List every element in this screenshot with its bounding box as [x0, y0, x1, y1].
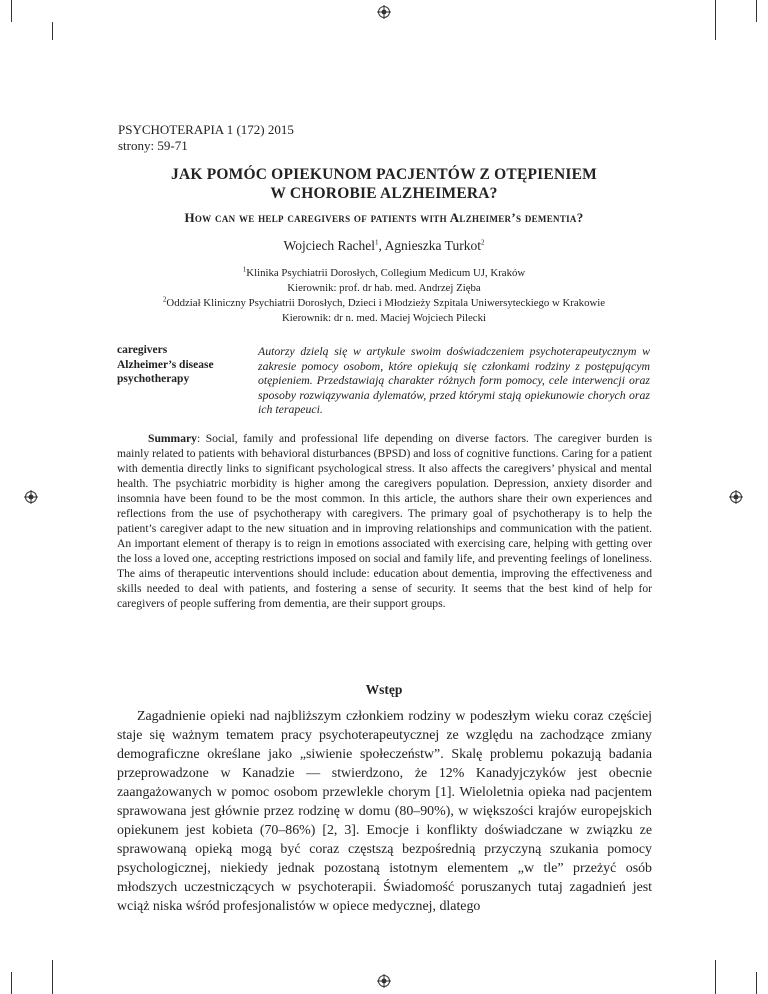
crop-mark-bottom-right-v2 — [756, 972, 757, 994]
body-paragraph: Zagadnienie opieki nad najbliższym członkiem rodziny w podeszłym wieku coraz częściej staje się ważnym tematem pracy psychoterapeutycznej ze względu na zachodzące zmiany demograficzne określane jako „siwienie społeczeństw”. Skalę problemu pokazują badania przeprowadzone w Kanadzie — stwierdzono, że 12% Kanadyjczyków jest obecnie zaangażowanych w pomoc osobom przewlekle chorym [1]. Wieloletnia opieka nad pacjentem sprawowana jest głównie przez rodzinę w domu (80–90%), w większości krajów europejskich opiekunem jest kobieta (70–86%) [2, 3]. Emocje i konflikty doświadczane w związku ze sprawowaną opieką mogą być coraz częstszą bezpośrednią przyczyną szukania pomocy psychologicznej, niekiedy jednak pozostaną istotnym elementem „w tle” przeżyć osób młodszych uczestniczących w psychoterapii. Świadomość poruszanych tutaj zagadnień jest wciąż niska wśród profesjonalistów w opiece medycznej, dlatego — [117, 709, 652, 914]
author-name: Wojciech Rachel — [283, 238, 376, 253]
affiliation-2: $^2$Oddział Kliniczny Psychiatrii Dorosłych, Dzieci i Młodzieży Szpitala Uniwersyteckiego w Krakowie — [162, 295, 606, 309]
affiliation-1: $^1$Klinika Psychiatrii Dorosłych, Collegium Medicum UJ, Kraków — [242, 265, 526, 279]
keywords — [117, 343, 214, 387]
registration-mark-top-icon — [377, 5, 391, 19]
journal-issue: PSYCHOTERAPIA 1 (172) 2015 — [118, 122, 294, 137]
section-heading: Wstęp — [365, 682, 403, 697]
article-title-line2: W CHOROBIE ALZHEIMERA? — [270, 185, 498, 202]
keyword: psychotherapy — [117, 373, 190, 385]
abstract-polish: Autorzy dzielą się w artykule swoim doświadczeniem psychoterapeutycznym w zakresie pomocy osobom, które opiekują się członkami rodziny z postępującym otępieniem. Przedstawiają charakter różnych form pomocy, cele interwencji oraz sposoby rozwiązywania dylematów, przed którymi stają opiekunowie chorych oraz ich terapeuci. — [258, 344, 650, 416]
crop-mark-top-right-v — [715, 0, 716, 40]
author-list — [100, 238, 668, 254]
author-name: Agnieszka Turkot — [384, 238, 481, 253]
author-affiliation-marker: 1 — [375, 238, 379, 247]
crop-mark-bottom-right-v — [715, 960, 716, 994]
article-title — [100, 165, 668, 203]
affiliation-1-head: Kierownik: prof. dr hab. med. Andrzej Zięba — [287, 282, 481, 294]
crop-mark-top-left-v — [11, 0, 12, 22]
registration-mark-right-icon — [729, 490, 743, 504]
summary-text: : Social, family and professional life depending on diverse factors. The caregiver burden is mainly related to patients with behavioral disturbances (BPSD) and loss of cognitive functions. Caring for a patient with dementia directly links to significant psychological stress. It also affects the caregivers’ physical and mental health. The psychiatric morbidity is higher among the caregivers population. Depression, anxiety disorder and insomnia have been found to be the most common. In this article, the authors share their own experiences and reflections from the use of psychotherapy with caregivers. The primary goal of psychotherapy is to help the patient’s caregiver adapt to the new situation and in improving relationships and communication with the patient. An important element of therapy is to reign in emotions associated with exercising care, helping with getting over the loss a loved one, accepting restrictions imposed on social and family life, and preventing feelings of loneliness. The aims of therapeutic interventions should include: education about dementia, improving the effectiveness and skills needed to deal with patients, and fostering a sense of security. It seems that the best kind of help for caregivers of people suffering from dementia, are their support groups. — [117, 432, 652, 610]
keyword: Alzheimer’s disease — [117, 358, 214, 371]
journal-header — [118, 122, 294, 154]
author-affiliation-marker: 2 — [480, 238, 485, 247]
summary-english — [117, 431, 652, 611]
summary-label: Summary — [148, 432, 197, 445]
affiliation-2-head: Kierownik: dr n. med. Maciej Wojciech Pilecki — [281, 312, 487, 324]
registration-mark-left-icon — [24, 490, 38, 504]
keyword: caregivers — [117, 344, 168, 356]
article-title-english: How can we help caregivers of patients with Alzheimer’s dementia? — [184, 210, 584, 225]
crop-mark-bottom-left-v2 — [11, 972, 12, 994]
journal-pages: strony: 59-71 — [118, 138, 188, 153]
affiliations — [90, 266, 678, 326]
article-title-line1: JAK POMÓC OPIEKUNOM PACJENTÓW Z OTĘPIENIEM — [171, 166, 597, 183]
crop-mark-bottom-left-v — [52, 960, 53, 994]
crop-mark-top-right-v2 — [756, 0, 757, 22]
registration-mark-bottom-icon — [377, 974, 391, 988]
crop-mark-top-left-h — [52, 22, 53, 40]
author-separator: , — [378, 238, 385, 253]
